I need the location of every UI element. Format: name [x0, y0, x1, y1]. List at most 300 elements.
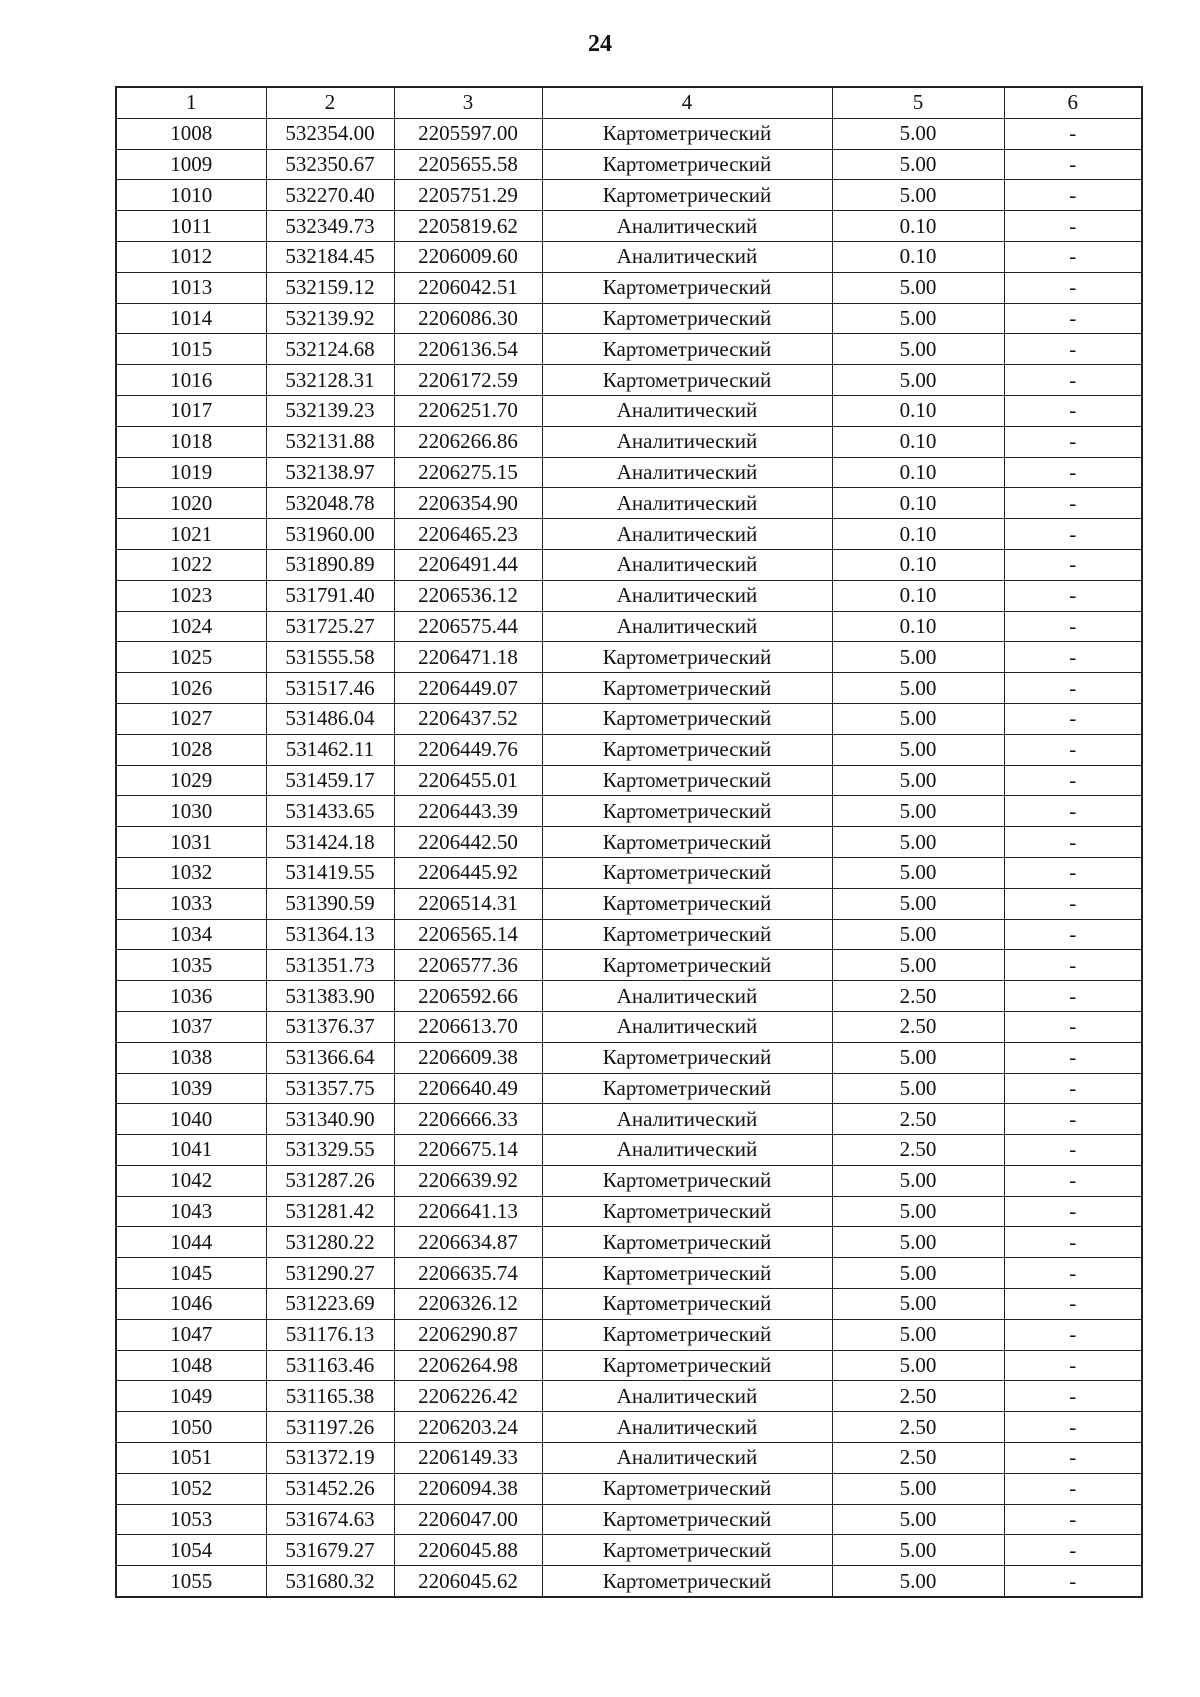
accuracy-cell: 5.00 [832, 827, 1004, 858]
point-number-cell: 1052 [116, 1473, 266, 1504]
table-row [116, 149, 1142, 180]
accuracy-cell: 5.00 [832, 1535, 1004, 1566]
point-number-cell: 1021 [116, 519, 266, 550]
note-cell: - [1004, 888, 1142, 919]
note-cell: - [1004, 642, 1142, 673]
note-cell: - [1004, 796, 1142, 827]
point-number-cell: 1031 [116, 827, 266, 858]
y-coordinate-cell: 2206449.76 [394, 734, 542, 765]
accuracy-cell: 5.00 [832, 1289, 1004, 1320]
table-row [116, 1135, 1142, 1166]
table-row [116, 1381, 1142, 1412]
table-row [116, 303, 1142, 334]
method-cell: Картометрический [542, 303, 832, 334]
note-cell: - [1004, 549, 1142, 580]
table-row [116, 272, 1142, 303]
point-number-cell: 1054 [116, 1535, 266, 1566]
point-number-cell: 1018 [116, 426, 266, 457]
note-cell: - [1004, 118, 1142, 149]
table-row [116, 1042, 1142, 1073]
point-number-cell: 1014 [116, 303, 266, 334]
table-row [116, 1443, 1142, 1474]
point-number-cell: 1032 [116, 857, 266, 888]
point-number-cell: 1047 [116, 1319, 266, 1350]
x-coordinate-cell: 531462.11 [266, 734, 394, 765]
note-cell: - [1004, 673, 1142, 704]
y-coordinate-cell: 2206354.90 [394, 488, 542, 519]
note-cell: - [1004, 1566, 1142, 1597]
accuracy-cell: 5.00 [832, 1165, 1004, 1196]
note-cell: - [1004, 1196, 1142, 1227]
y-coordinate-cell: 2206613.70 [394, 1011, 542, 1042]
accuracy-cell: 5.00 [832, 1258, 1004, 1289]
point-number-cell: 1040 [116, 1104, 266, 1135]
accuracy-cell: 0.10 [832, 488, 1004, 519]
x-coordinate-cell: 532131.88 [266, 426, 394, 457]
note-cell: - [1004, 1104, 1142, 1135]
point-number-cell: 1048 [116, 1350, 266, 1381]
accuracy-cell: 5.00 [832, 642, 1004, 673]
x-coordinate-cell: 531351.73 [266, 950, 394, 981]
accuracy-cell: 5.00 [832, 857, 1004, 888]
method-cell: Картометрический [542, 1258, 832, 1289]
method-cell: Картометрический [542, 1165, 832, 1196]
accuracy-cell: 5.00 [832, 180, 1004, 211]
point-number-cell: 1055 [116, 1566, 266, 1597]
x-coordinate-cell: 531555.58 [266, 642, 394, 673]
point-number-cell: 1043 [116, 1196, 266, 1227]
y-coordinate-cell: 2206094.38 [394, 1473, 542, 1504]
note-cell: - [1004, 272, 1142, 303]
method-cell: Картометрический [542, 1042, 832, 1073]
x-coordinate-cell: 531517.46 [266, 673, 394, 704]
y-coordinate-cell: 2206491.44 [394, 549, 542, 580]
method-cell: Картометрический [542, 827, 832, 858]
method-cell: Картометрический [542, 334, 832, 365]
accuracy-cell: 0.10 [832, 395, 1004, 426]
point-number-cell: 1024 [116, 611, 266, 642]
x-coordinate-cell: 531366.64 [266, 1042, 394, 1073]
x-coordinate-cell: 532139.92 [266, 303, 394, 334]
x-coordinate-cell: 531281.42 [266, 1196, 394, 1227]
x-coordinate-cell: 531372.19 [266, 1443, 394, 1474]
accuracy-cell: 5.00 [832, 1350, 1004, 1381]
x-coordinate-cell: 532349.73 [266, 211, 394, 242]
accuracy-cell: 5.00 [832, 272, 1004, 303]
method-cell: Картометрический [542, 1073, 832, 1104]
note-cell: - [1004, 1258, 1142, 1289]
accuracy-cell: 5.00 [832, 673, 1004, 704]
x-coordinate-cell: 531390.59 [266, 888, 394, 919]
accuracy-cell: 5.00 [832, 1073, 1004, 1104]
x-coordinate-cell: 531376.37 [266, 1011, 394, 1042]
point-number-cell: 1045 [116, 1258, 266, 1289]
note-cell: - [1004, 1165, 1142, 1196]
table-row [116, 211, 1142, 242]
table-row [116, 919, 1142, 950]
table-row [116, 241, 1142, 272]
method-cell: Картометрический [542, 857, 832, 888]
point-number-cell: 1010 [116, 180, 266, 211]
x-coordinate-cell: 531960.00 [266, 519, 394, 550]
method-cell: Аналитический [542, 426, 832, 457]
page-number: 24 [588, 31, 612, 57]
y-coordinate-cell: 2206009.60 [394, 241, 542, 272]
method-cell: Аналитический [542, 580, 832, 611]
table-row [116, 1350, 1142, 1381]
point-number-cell: 1051 [116, 1443, 266, 1474]
y-coordinate-cell: 2206251.70 [394, 395, 542, 426]
point-number-cell: 1037 [116, 1011, 266, 1042]
table-row [116, 1104, 1142, 1135]
note-cell: - [1004, 1443, 1142, 1474]
method-cell: Картометрический [542, 1227, 832, 1258]
accuracy-cell: 5.00 [832, 734, 1004, 765]
point-number-cell: 1041 [116, 1135, 266, 1166]
y-coordinate-cell: 2206536.12 [394, 580, 542, 611]
column-header-2: 2 [266, 87, 394, 118]
y-coordinate-cell: 2206514.31 [394, 888, 542, 919]
note-cell: - [1004, 981, 1142, 1012]
point-number-cell: 1029 [116, 765, 266, 796]
note-cell: - [1004, 1381, 1142, 1412]
accuracy-cell: 0.10 [832, 426, 1004, 457]
y-coordinate-cell: 2206592.66 [394, 981, 542, 1012]
table-row [116, 457, 1142, 488]
y-coordinate-cell: 2206275.15 [394, 457, 542, 488]
y-coordinate-cell: 2206455.01 [394, 765, 542, 796]
note-cell: - [1004, 580, 1142, 611]
table-row [116, 426, 1142, 457]
coordinates-table [115, 86, 1143, 1598]
method-cell: Аналитический [542, 1412, 832, 1443]
y-coordinate-cell: 2206437.52 [394, 703, 542, 734]
accuracy-cell: 5.00 [832, 118, 1004, 149]
accuracy-cell: 2.50 [832, 1381, 1004, 1412]
accuracy-cell: 5.00 [832, 1504, 1004, 1535]
table-row [116, 765, 1142, 796]
accuracy-cell: 5.00 [832, 919, 1004, 950]
y-coordinate-cell: 2205655.58 [394, 149, 542, 180]
accuracy-cell: 0.10 [832, 519, 1004, 550]
accuracy-cell: 5.00 [832, 1319, 1004, 1350]
method-cell: Картометрический [542, 1289, 832, 1320]
accuracy-cell: 2.50 [832, 1135, 1004, 1166]
note-cell: - [1004, 426, 1142, 457]
method-cell: Аналитический [542, 611, 832, 642]
table-row [116, 1258, 1142, 1289]
y-coordinate-cell: 2206045.62 [394, 1566, 542, 1597]
x-coordinate-cell: 531223.69 [266, 1289, 394, 1320]
table-row [116, 827, 1142, 858]
x-coordinate-cell: 531674.63 [266, 1504, 394, 1535]
table-row [116, 365, 1142, 396]
table-row [116, 1011, 1142, 1042]
note-cell: - [1004, 1412, 1142, 1443]
y-coordinate-cell: 2205819.62 [394, 211, 542, 242]
y-coordinate-cell: 2206226.42 [394, 1381, 542, 1412]
point-number-cell: 1012 [116, 241, 266, 272]
accuracy-cell: 2.50 [832, 1412, 1004, 1443]
table-row [116, 1165, 1142, 1196]
accuracy-cell: 5.00 [832, 149, 1004, 180]
method-cell: Картометрический [542, 796, 832, 827]
point-number-cell: 1039 [116, 1073, 266, 1104]
accuracy-cell: 5.00 [832, 1566, 1004, 1597]
point-number-cell: 1017 [116, 395, 266, 426]
accuracy-cell: 0.10 [832, 457, 1004, 488]
x-coordinate-cell: 531680.32 [266, 1566, 394, 1597]
x-coordinate-cell: 531364.13 [266, 919, 394, 950]
note-cell: - [1004, 1042, 1142, 1073]
y-coordinate-cell: 2206266.86 [394, 426, 542, 457]
accuracy-cell: 0.10 [832, 241, 1004, 272]
y-coordinate-cell: 2206042.51 [394, 272, 542, 303]
note-cell: - [1004, 1135, 1142, 1166]
x-coordinate-cell: 531459.17 [266, 765, 394, 796]
x-coordinate-cell: 532124.68 [266, 334, 394, 365]
x-coordinate-cell: 532138.97 [266, 457, 394, 488]
note-cell: - [1004, 211, 1142, 242]
y-coordinate-cell: 2206047.00 [394, 1504, 542, 1535]
method-cell: Картометрический [542, 1473, 832, 1504]
method-cell: Аналитический [542, 549, 832, 580]
x-coordinate-cell: 532159.12 [266, 272, 394, 303]
table-row [116, 1319, 1142, 1350]
point-number-cell: 1033 [116, 888, 266, 919]
note-cell: - [1004, 857, 1142, 888]
y-coordinate-cell: 2206565.14 [394, 919, 542, 950]
note-cell: - [1004, 765, 1142, 796]
note-cell: - [1004, 827, 1142, 858]
accuracy-cell: 0.10 [832, 611, 1004, 642]
accuracy-cell: 2.50 [832, 1011, 1004, 1042]
x-coordinate-cell: 532139.23 [266, 395, 394, 426]
y-coordinate-cell: 2206442.50 [394, 827, 542, 858]
y-coordinate-cell: 2206635.74 [394, 1258, 542, 1289]
note-cell: - [1004, 180, 1142, 211]
x-coordinate-cell: 532354.00 [266, 118, 394, 149]
x-coordinate-cell: 531424.18 [266, 827, 394, 858]
table-row [116, 1473, 1142, 1504]
note-cell: - [1004, 1227, 1142, 1258]
x-coordinate-cell: 532128.31 [266, 365, 394, 396]
point-number-cell: 1035 [116, 950, 266, 981]
point-number-cell: 1030 [116, 796, 266, 827]
note-cell: - [1004, 1319, 1142, 1350]
table-row [116, 981, 1142, 1012]
note-cell: - [1004, 1350, 1142, 1381]
point-number-cell: 1053 [116, 1504, 266, 1535]
y-coordinate-cell: 2206264.98 [394, 1350, 542, 1381]
note-cell: - [1004, 1535, 1142, 1566]
method-cell: Картометрический [542, 1535, 832, 1566]
table-row [116, 950, 1142, 981]
x-coordinate-cell: 531163.46 [266, 1350, 394, 1381]
accuracy-cell: 5.00 [832, 888, 1004, 919]
point-number-cell: 1034 [116, 919, 266, 950]
note-cell: - [1004, 149, 1142, 180]
x-coordinate-cell: 531357.75 [266, 1073, 394, 1104]
y-coordinate-cell: 2206045.88 [394, 1535, 542, 1566]
table-row [116, 857, 1142, 888]
point-number-cell: 1046 [116, 1289, 266, 1320]
y-coordinate-cell: 2206675.14 [394, 1135, 542, 1166]
method-cell: Аналитический [542, 395, 832, 426]
note-cell: - [1004, 457, 1142, 488]
note-cell: - [1004, 950, 1142, 981]
x-coordinate-cell: 532270.40 [266, 180, 394, 211]
method-cell: Аналитический [542, 457, 832, 488]
x-coordinate-cell: 531791.40 [266, 580, 394, 611]
method-cell: Картометрический [542, 765, 832, 796]
x-coordinate-cell: 531329.55 [266, 1135, 394, 1166]
y-coordinate-cell: 2205751.29 [394, 180, 542, 211]
method-cell: Аналитический [542, 1011, 832, 1042]
table-row [116, 888, 1142, 919]
note-cell: - [1004, 611, 1142, 642]
table-row [116, 519, 1142, 550]
table-row [116, 334, 1142, 365]
point-number-cell: 1023 [116, 580, 266, 611]
table-row [116, 395, 1142, 426]
point-number-cell: 1022 [116, 549, 266, 580]
table-row [116, 488, 1142, 519]
point-number-cell: 1025 [116, 642, 266, 673]
table-row [116, 1412, 1142, 1443]
table-row [116, 180, 1142, 211]
x-coordinate-cell: 532350.67 [266, 149, 394, 180]
method-cell: Картометрический [542, 180, 832, 211]
y-coordinate-cell: 2205597.00 [394, 118, 542, 149]
method-cell: Аналитический [542, 211, 832, 242]
method-cell: Аналитический [542, 981, 832, 1012]
accuracy-cell: 5.00 [832, 1227, 1004, 1258]
x-coordinate-cell: 531890.89 [266, 549, 394, 580]
accuracy-cell: 5.00 [832, 334, 1004, 365]
table-row [116, 796, 1142, 827]
column-header-1: 1 [116, 87, 266, 118]
accuracy-cell: 0.10 [832, 549, 1004, 580]
table-row [116, 1073, 1142, 1104]
x-coordinate-cell: 531452.26 [266, 1473, 394, 1504]
table-row [116, 673, 1142, 704]
y-coordinate-cell: 2206445.92 [394, 857, 542, 888]
method-cell: Аналитический [542, 519, 832, 550]
note-cell: - [1004, 1504, 1142, 1535]
note-cell: - [1004, 334, 1142, 365]
method-cell: Картометрический [542, 734, 832, 765]
method-cell: Картометрический [542, 703, 832, 734]
accuracy-cell: 2.50 [832, 1104, 1004, 1135]
point-number-cell: 1016 [116, 365, 266, 396]
accuracy-cell: 5.00 [832, 303, 1004, 334]
column-header-4: 4 [542, 87, 832, 118]
accuracy-cell: 0.10 [832, 580, 1004, 611]
accuracy-cell: 5.00 [832, 703, 1004, 734]
method-cell: Картометрический [542, 272, 832, 303]
y-coordinate-cell: 2206666.33 [394, 1104, 542, 1135]
note-cell: - [1004, 488, 1142, 519]
point-number-cell: 1009 [116, 149, 266, 180]
method-cell: Аналитический [542, 241, 832, 272]
method-cell: Картометрический [542, 118, 832, 149]
y-coordinate-cell: 2206086.30 [394, 303, 542, 334]
method-cell: Аналитический [542, 488, 832, 519]
table-row [116, 1504, 1142, 1535]
y-coordinate-cell: 2206640.49 [394, 1073, 542, 1104]
y-coordinate-cell: 2206575.44 [394, 611, 542, 642]
y-coordinate-cell: 2206290.87 [394, 1319, 542, 1350]
point-number-cell: 1008 [116, 118, 266, 149]
method-cell: Картометрический [542, 642, 832, 673]
x-coordinate-cell: 532048.78 [266, 488, 394, 519]
x-coordinate-cell: 531197.26 [266, 1412, 394, 1443]
table-body [116, 118, 1142, 1597]
table-row [116, 611, 1142, 642]
column-header-6: 6 [1004, 87, 1142, 118]
accuracy-cell: 5.00 [832, 365, 1004, 396]
table-row [116, 118, 1142, 149]
table-row [116, 1196, 1142, 1227]
y-coordinate-cell: 2206577.36 [394, 950, 542, 981]
x-coordinate-cell: 531280.22 [266, 1227, 394, 1258]
x-coordinate-cell: 531419.55 [266, 857, 394, 888]
note-cell: - [1004, 919, 1142, 950]
x-coordinate-cell: 532184.45 [266, 241, 394, 272]
method-cell: Картометрический [542, 1196, 832, 1227]
x-coordinate-cell: 531290.27 [266, 1258, 394, 1289]
method-cell: Аналитический [542, 1104, 832, 1135]
note-cell: - [1004, 703, 1142, 734]
method-cell: Картометрический [542, 149, 832, 180]
table-row [116, 549, 1142, 580]
method-cell: Картометрический [542, 673, 832, 704]
point-number-cell: 1038 [116, 1042, 266, 1073]
note-cell: - [1004, 365, 1142, 396]
y-coordinate-cell: 2206639.92 [394, 1165, 542, 1196]
accuracy-cell: 0.10 [832, 211, 1004, 242]
method-cell: Картометрический [542, 919, 832, 950]
table-row [116, 1535, 1142, 1566]
y-coordinate-cell: 2206634.87 [394, 1227, 542, 1258]
point-number-cell: 1020 [116, 488, 266, 519]
method-cell: Аналитический [542, 1135, 832, 1166]
note-cell: - [1004, 1011, 1142, 1042]
table-row [116, 1566, 1142, 1597]
point-number-cell: 1019 [116, 457, 266, 488]
point-number-cell: 1042 [116, 1165, 266, 1196]
y-coordinate-cell: 2206449.07 [394, 673, 542, 704]
note-cell: - [1004, 1473, 1142, 1504]
note-cell: - [1004, 519, 1142, 550]
y-coordinate-cell: 2206471.18 [394, 642, 542, 673]
note-cell: - [1004, 303, 1142, 334]
point-number-cell: 1013 [116, 272, 266, 303]
note-cell: - [1004, 395, 1142, 426]
y-coordinate-cell: 2206203.24 [394, 1412, 542, 1443]
accuracy-cell: 5.00 [832, 796, 1004, 827]
x-coordinate-cell: 531486.04 [266, 703, 394, 734]
x-coordinate-cell: 531383.90 [266, 981, 394, 1012]
x-coordinate-cell: 531725.27 [266, 611, 394, 642]
point-number-cell: 1036 [116, 981, 266, 1012]
x-coordinate-cell: 531679.27 [266, 1535, 394, 1566]
method-cell: Картометрический [542, 365, 832, 396]
accuracy-cell: 2.50 [832, 1443, 1004, 1474]
table-row [116, 580, 1142, 611]
table-row [116, 1289, 1142, 1320]
